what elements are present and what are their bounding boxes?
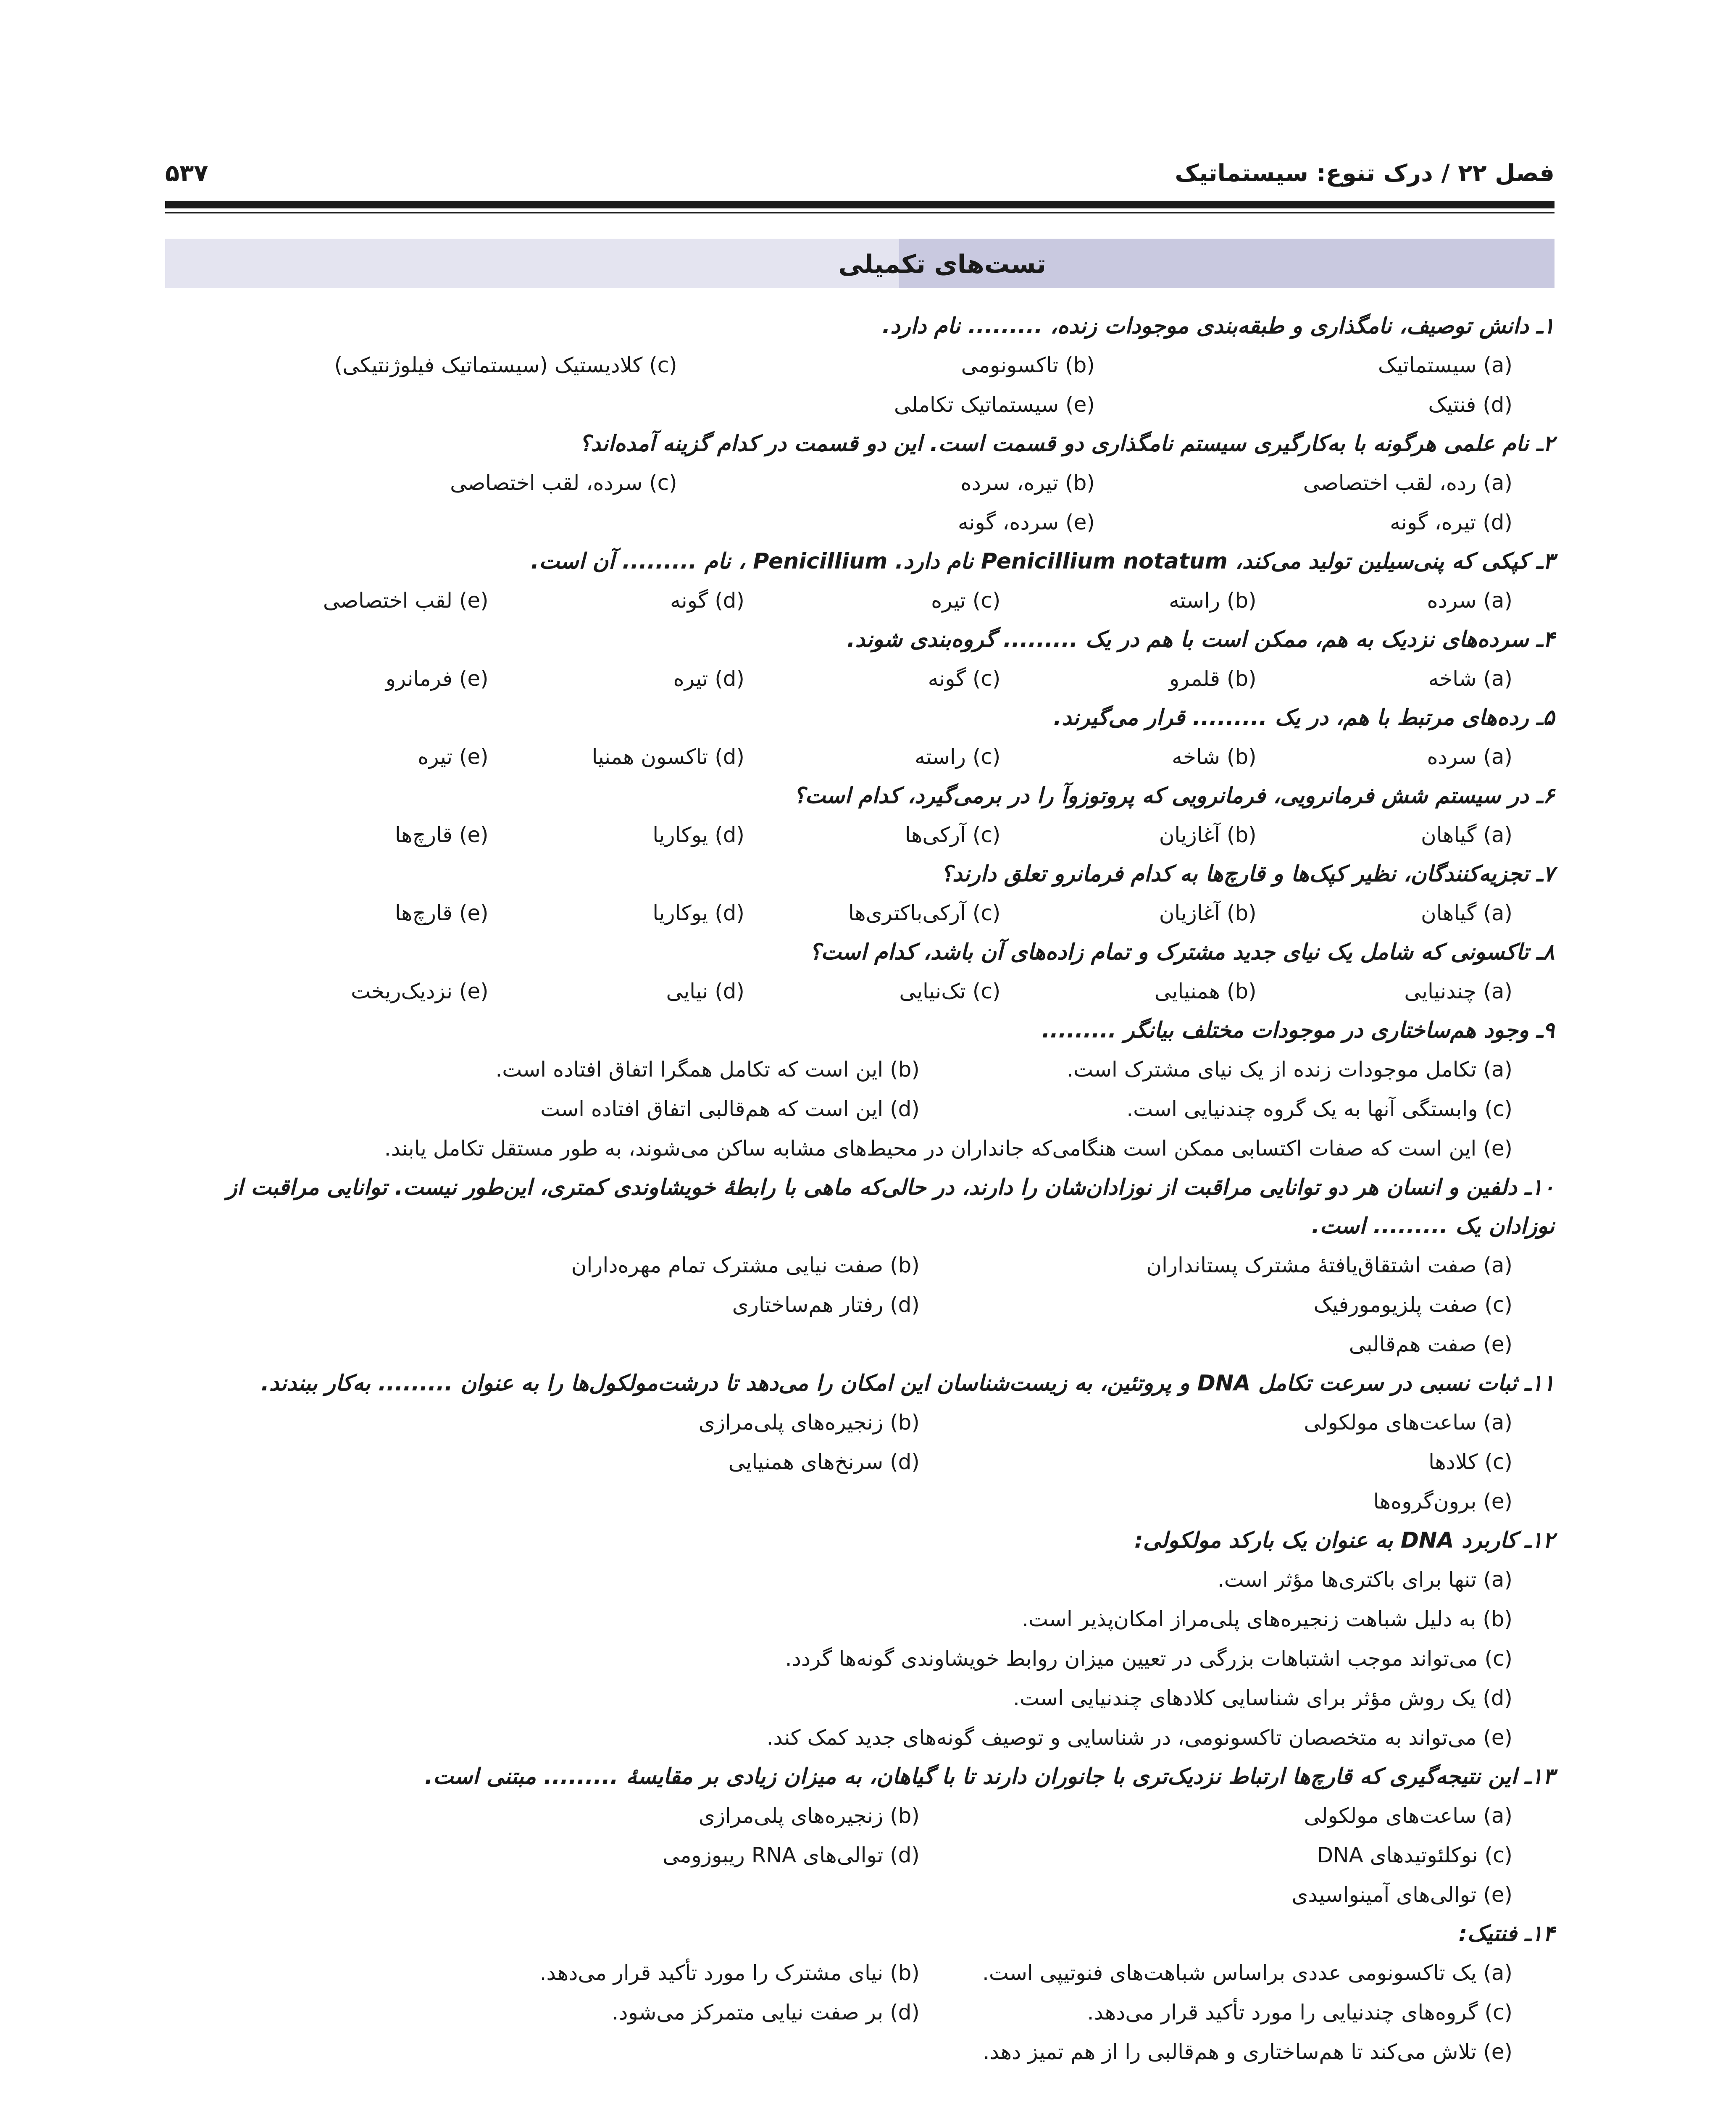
option-b: (b) تیره، سرده — [960, 471, 1095, 495]
option-d: (d) تاکسون همنیا — [592, 745, 745, 769]
option-b: (b) شاخه — [1172, 745, 1257, 769]
header-rule-thick — [165, 201, 1555, 208]
option-d: (d) بر صفت نیایی متمرکز می‌شود. — [612, 2000, 920, 2025]
option-e: (e) این است که صفات اکتسابی ممکن است هنگامی‌که جانداران در محیط‌های مشابه ساکن می‌شوند، به طور مستقل تکامل یابند. — [384, 1136, 1512, 1161]
chapter-title: فصل ۲۲ / درک تنوع: سیستماتیک — [1175, 160, 1555, 187]
option-c: (c) می‌تواند موجب اشتباهات بزرگی در تعیین میزان روابط خویشاوندی گونه‌ها گردد. — [785, 1646, 1512, 1671]
question-5 — [165, 698, 1555, 777]
question-stem: ۲ـ نام علمی هرگونه با به‌کارگیری سیستم نامگذاری دو قسمت است. این دو قسمت در کدام گزینه آمده‌اند؟ — [579, 431, 1555, 456]
option-b: (b) به دلیل شباهت زنجیره‌های پلی‌مراز امکان‌پذیر است. — [1021, 1607, 1512, 1631]
question-stem: ۱۴ـ فنتیک: — [1458, 1921, 1555, 1946]
section-title: تست‌های تکمیلی — [838, 250, 1046, 279]
option-a: (a) ساعت‌های مولکولی — [1304, 1410, 1512, 1435]
option-e: (e) نزدیک‌ریخت — [351, 979, 489, 1003]
option-list — [165, 581, 1555, 620]
question-9 — [165, 1011, 1555, 1168]
option-list — [165, 1245, 1555, 1364]
option-list — [165, 893, 1555, 933]
option-c: (c) گونه — [928, 666, 1001, 691]
option-c: (c) وابستگی آنها به یک گروه چندنیایی است. — [1126, 1097, 1512, 1121]
question-2 — [165, 424, 1555, 542]
option-c: (c) کلادها — [1428, 1450, 1512, 1474]
option-d: (d) تیره — [673, 666, 745, 691]
question-7 — [165, 855, 1555, 933]
option-b: (b) صفت نیایی مشترک تمام مهره‌داران — [571, 1253, 920, 1277]
option-a: (a) سرده — [1427, 745, 1512, 769]
question-stem: ۳ـ کپکی که پنی‌سیلین تولید می‌کند، Penicillium notatum نام دارد. Penicillium ، نام ......... آن است. — [531, 549, 1555, 574]
option-e: (e) توالی‌های آمینواسیدی — [1291, 1882, 1512, 1907]
option-d: (d) تیره، گونه — [1390, 510, 1512, 534]
option-d: (d) توالی‌های RNA ریبوزومی — [663, 1843, 920, 1867]
option-a: (a) گیاهان — [1420, 823, 1512, 847]
question-stem: ۹ـ وجود هم‌ساختاری در موجودات مختلف بیانگر ......... — [1042, 1018, 1555, 1043]
option-list — [165, 1953, 1555, 2072]
option-d: (d) یوکاریا — [652, 901, 745, 925]
option-e: (e) قارچ‌ها — [395, 823, 489, 847]
question-10 — [165, 1168, 1555, 1364]
question-3 — [165, 542, 1555, 620]
option-list — [165, 1403, 1555, 1521]
question-stem: ۴ـ سرده‌های نزدیک به هم، ممکن است با هم در یک ......... گروه‌بندی شوند. — [847, 627, 1555, 652]
option-list — [165, 815, 1555, 855]
option-list — [165, 1050, 1555, 1168]
option-e: (e) صفت هم‌قالبی — [1349, 1332, 1512, 1356]
question-stem: ۱ـ دانش توصیف، نامگذاری و طبقه‌بندی موجودات زنده، ......... نام دارد. — [882, 313, 1555, 339]
option-b: (b) همنیایی — [1154, 979, 1257, 1003]
option-e: (e) سیستماتیک تکاملی — [894, 392, 1095, 417]
option-d: (d) گونه — [670, 588, 745, 613]
option-b: (b) تاکسونومی — [961, 353, 1095, 377]
question-stem: ۱۰ـ دلفین و انسان هر دو توانایی مراقبت از نوزادان‌شان را دارند، در حالی‌که ماهی با رابطهٔ خویشاوندی کمتری، این‌طور نیست. توانایی مراقبت از نوزادان یک ......... است. — [226, 1175, 1555, 1239]
option-e: (e) لقب اختصاصی — [323, 588, 489, 613]
question-stem: ۵ـ رده‌های مرتبط با هم، در یک ......... قرار می‌گیرند. — [1053, 705, 1555, 730]
option-a: (a) چندنیایی — [1404, 979, 1512, 1003]
option-d: (d) رفتار هم‌ساختاری — [732, 1293, 920, 1317]
option-list — [165, 463, 1555, 542]
option-a: (a) رده، لقب اختصاصی — [1303, 471, 1512, 495]
option-d: (d) یوکاریا — [652, 823, 745, 847]
option-e: (e) تلاش می‌کند تا هم‌ساختاری و هم‌قالبی را از هم تمیز دهد. — [983, 2040, 1512, 2064]
section-banner — [165, 239, 1555, 288]
question-stem: ۱۲ـ کاربرد DNA به عنوان یک بارکد مولکولی: — [1134, 1528, 1555, 1553]
option-list — [165, 737, 1555, 777]
header-rule-thin — [165, 212, 1555, 213]
option-d: (d) سرنخ‌های همنیایی — [728, 1450, 920, 1474]
option-c: (c) راسته — [915, 745, 1001, 769]
option-e: (e) برون‌گروه‌ها — [1373, 1489, 1512, 1514]
question-14 — [165, 1914, 1555, 2072]
question-list — [165, 307, 1555, 2072]
question-8 — [165, 933, 1555, 1011]
question-stem: ۸ـ تاکسونی که شامل یک نیای جدید مشترک و تمام زاده‌های آن باشد، کدام است؟ — [809, 940, 1555, 965]
option-b: (b) این است که تکامل همگرا اتفاق افتاده است. — [495, 1057, 920, 1082]
option-a: (a) سرده — [1427, 588, 1512, 613]
option-a: (a) تنها برای باکتری‌ها مؤثر است. — [1217, 1567, 1512, 1592]
question-stem: ۶ـ در سیستم شش فرمانرویی، فرمانرویی که پروتوزوآ را در برمی‌گیرد، کدام است؟ — [793, 783, 1555, 808]
question-stem: ۱۱ـ ثبات نسبی در سرعت تکامل DNA و پروتئین، به زیست‌شناسان این امکان را می‌دهد تا درشت‌مولکول‌ها را به عنوان ......... به‌کار ببندند. — [261, 1371, 1555, 1396]
question-6 — [165, 777, 1555, 855]
option-c: (c) گروه‌های چندنیایی را مورد تأکید قرار می‌دهد. — [1087, 2000, 1512, 2025]
option-a: (a) گیاهان — [1420, 901, 1512, 925]
option-c: (c) آرکی‌ها — [905, 823, 1001, 847]
option-e: (e) می‌تواند به متخصصان تاکسونومی، در شناسایی و توصیف گونه‌های جدید کمک کند. — [766, 1725, 1512, 1750]
option-c: (c) سرده، لقب اختصاصی — [450, 471, 677, 495]
option-b: (b) آغازیان — [1159, 901, 1257, 925]
option-list — [165, 345, 1555, 424]
question-1 — [165, 307, 1555, 424]
option-b: (b) آغازیان — [1159, 823, 1257, 847]
option-e: (e) سرده، گونه — [957, 510, 1095, 534]
option-a: (a) یک تاکسونومی عددی براساس شباهت‌های فنوتیپی است. — [982, 1961, 1512, 1985]
option-b: (b) زنجیره‌های پلی‌مرازی — [698, 1410, 920, 1435]
option-d: (d) نیایی — [666, 979, 745, 1003]
option-d: (d) فنتیک — [1428, 392, 1512, 417]
option-b: (b) زنجیره‌های پلی‌مرازی — [698, 1803, 920, 1828]
option-a: (a) صفت اشتقاق‌یافتهٔ مشترک پستانداران — [1146, 1253, 1512, 1277]
option-e: (e) تیره — [418, 745, 489, 769]
question-13 — [165, 1757, 1555, 1914]
option-c: (c) آرکی‌باکتری‌ها — [848, 901, 1001, 925]
question-4 — [165, 620, 1555, 698]
option-b: (b) راسته — [1169, 588, 1257, 613]
option-d: (d) یک روش مؤثر برای شناسایی کلادهای چندنیایی است. — [1013, 1686, 1512, 1710]
option-e: (e) فرمانرو — [385, 666, 489, 691]
running-header — [165, 160, 1555, 189]
question-stem: ۷ـ تجزیه‌کنندگان، نظیر کپک‌ها و قارچ‌ها به کدام فرمانرو تعلق دارند؟ — [941, 861, 1555, 887]
question-12 — [165, 1521, 1555, 1757]
option-b: (b) نیای مشترک را مورد تأکید قرار می‌دهد. — [539, 1961, 920, 1985]
page-number: ۵۳۷ — [165, 160, 208, 187]
option-c: (c) صفت پلزیومورفیک — [1313, 1293, 1512, 1317]
option-a: (a) ساعت‌های مولکولی — [1304, 1803, 1512, 1828]
option-c: (c) کلادیستیک (سیستماتیک فیلوژنتیکی) — [334, 353, 677, 377]
option-a: (a) شاخه — [1428, 666, 1512, 691]
option-c: (c) تک‌نیایی — [899, 979, 1001, 1003]
question-11 — [165, 1364, 1555, 1521]
option-list — [165, 1796, 1555, 1914]
option-a: (a) تکامل موجودات زنده از یک نیای مشترک است. — [1067, 1057, 1512, 1082]
option-e: (e) قارچ‌ها — [395, 901, 489, 925]
option-d: (d) این است که هم‌قالبی اتفاق افتاده است — [540, 1097, 920, 1121]
option-list — [165, 1560, 1555, 1757]
option-a: (a) سیستماتیک — [1378, 353, 1512, 377]
option-list — [165, 659, 1555, 698]
option-c: (c) تیره — [931, 588, 1001, 613]
option-c: (c) نوکلئوتیدهای DNA — [1317, 1843, 1512, 1867]
option-b: (b) قلمرو — [1169, 666, 1257, 691]
question-stem: ۱۳ـ این نتیجه‌گیری که قارچ‌ها ارتباط نزدیک‌تری با جانوران دارند تا با گیاهان، به میزان زیادی بر مقایسهٔ ......... مبتنی است. — [424, 1764, 1555, 1789]
option-list — [165, 972, 1555, 1011]
